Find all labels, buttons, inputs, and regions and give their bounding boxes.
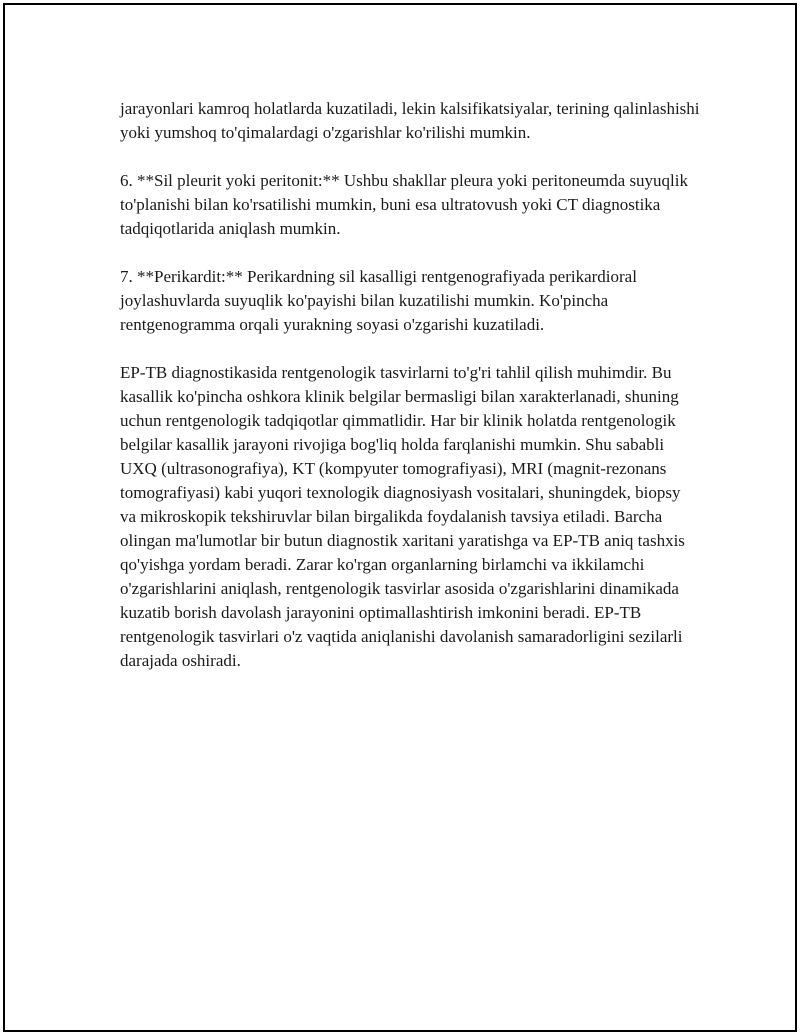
- paragraph-pericarditis: 7. **Perikardit:** Perikardning sil kasalligi rentgenografiyada perikardioral joylashuvlarda suyuqlik ko'payishi bilan kuzatilishi mumkin. Ko'pincha rentgenogramma orqali yurakning soyasi o'zgarishi kuzatiladi.: [120, 267, 637, 334]
- document-page: [3, 3, 797, 1032]
- paragraph-pleurisy-peritonitis: 6. **Sil pleurit yoki peritonit:** Ushbu shakllar pleura yoki peritoneumda suyuqlik to'planishi bilan ko'rsatilishi mumkin, buni esa ultratovush yoki CT diagnostika tadqiqotlarida aniqlash mumkin.: [120, 171, 689, 238]
- paragraph-ep-tb-diagnostics: EP-TB diagnostikasida rentgenologik tasvirlarni to'g'ri tahlil qilish muhimdir. Bu kasallik ko'pincha oshkora klinik belgilar bermasligi bilan xarakterlanadi, shuning uchun rentgenologik tadqiqotlar qimmatlidir. Har bir klinik holatda rentgenologik belgilar kasallik jarayoni rivojiga bog'liq holda farqlanishi mumkin. Shu sababli UXQ (ultrasonografiya), KT (kompyuter tomografiyasi), MRI (magnit-rezonans tomografiyasi) kabi yuqori texnologik diagnosiyash vositalari, shuningdek, biopsy va mikroskopik tekshiruvlar bilan birgalikda foydalanish tavsiya etiladi. Barcha olingan ma'lumotlar bir butun diagnostik xaritani yaratishga va EP-TB aniq tashxis qo'yishga yordam beradi. Zarar ko'rgan organlarning birlamchi va ikkilamchi o'zgarishlarini aniqlash, rentgenologik tasvirlar asosida o'zgarishlarini dinamikada kuzatib borish davolash jarayonini optimallashtirish imkonini beradi. EP-TB rentgenologik tasvirlari o'z vaqtida aniqlanishi davolanish samaradorligini sezilarli darajada oshiradi.: [120, 363, 685, 670]
- document-body: [120, 97, 700, 697]
- paragraph-continuation: jarayonlari kamroq holatlarda kuzatiladi, lekin kalsifikatsiyalar, terining qalinlashishi yoki yumshoq to'qimalardagi o'zgarishlar ko'rilishi mumkin.: [120, 99, 700, 142]
